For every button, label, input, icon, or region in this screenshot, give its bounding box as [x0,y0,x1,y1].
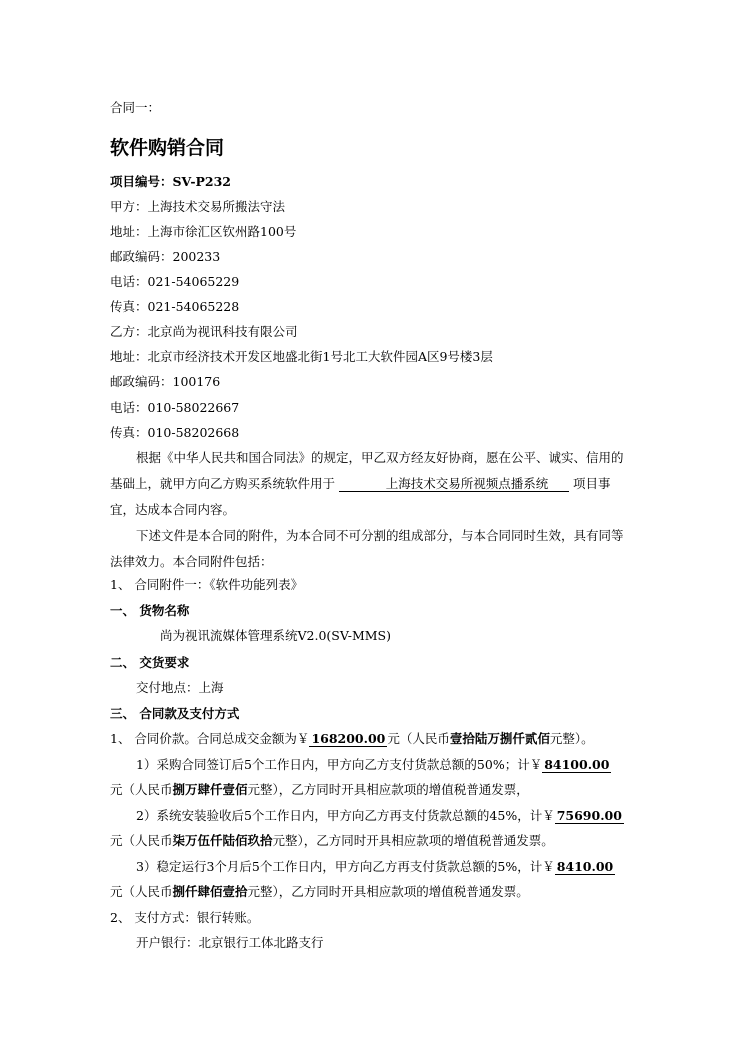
party-a-fax: 传真：021-54065228 [110,299,240,314]
party-b-phone: 电话：010-58022667 [110,400,240,415]
goods-name: 尚为视讯流媒体管理系统V2.0(SV-MMS) [160,628,391,643]
payment-3-line-2 [110,884,529,900]
section-2-heading: 二、 交货要求 [110,655,190,670]
intro-text-2: 项目事宜，达成本合同内容。 [110,476,611,517]
payment-3-amount: 8410.00 [556,859,614,874]
attachments-paragraph: 下述文件是本合同的附件，为本合同不可分割的组成部分，与本合同同时生效，具有同等法律效力。本合同附件包括： [110,528,624,569]
payment-2-text-c: 元整），乙方同时开具相应款项的增值税普通发票。 [272,833,554,848]
payment-3-text-c: 元整），乙方同时开具相应款项的增值税普通发票。 [247,884,529,899]
payment-1-text-b: 元（人民币 [110,782,173,797]
payment-2-line-2 [110,833,554,849]
payment-2-text-b: 元（人民币 [110,833,173,848]
project-name-fill: 上海技术交易所视频点播系统 [339,477,569,492]
party-a-name: 甲方：上海技术交易所搬法守法 [110,199,286,214]
delivery-location: 交付地点：上海 [136,680,224,695]
payment-1-words: 捌万肆仟壹佰 [172,782,248,797]
payment-2-words: 柒万伍仟陆佰玖拾 [172,833,273,848]
party-b-name: 乙方：北京尚为视讯科技有限公司 [110,324,298,339]
attachment-item: 1、 合同附件一：《软件功能列表》 [110,577,304,592]
payment-2-text-a: 2）系统安装验收后5个工作日内，甲方向乙方再支付货款总额的45%，计￥ [136,808,555,823]
intro-text-1: 根据《中华人民共和国合同法》的规定，甲乙双方经友好协商，愿在公平、诚实、信用的基础上，就甲方向乙方购买系统软件用于 [110,450,624,491]
price-text-c: 元整）。 [549,731,594,746]
section-1-heading: 一、 货物名称 [110,603,190,618]
payment-1-text-c: 元整），乙方同时开具相应款项的增值税普通发票， [247,782,529,797]
payment-3-text-a: 3）稳定运行3个月后5个工作日内，甲方向乙方再支付货款总额的5%，计￥ [136,859,555,874]
payment-3-line-1 [136,859,615,875]
payment-1-line-1 [136,757,611,773]
project-number: 项目编号：SV-P232 [110,174,231,189]
contract-title: 软件购销合同 [110,137,225,159]
bank-name: 开户银行：北京银行工体北路支行 [136,935,324,950]
payment-3-text-b: 元（人民币 [110,884,173,899]
party-b-postcode: 邮政编码：100176 [110,374,221,389]
contract-header-label: 合同一： [110,100,161,115]
payment-1-amount: 84100.00 [544,757,610,772]
party-a-phone: 电话：021-54065229 [110,274,240,289]
party-a-address: 地址：上海市徐汇区钦州路100号 [110,224,297,239]
section-3-heading: 三、 合同款及支付方式 [110,706,240,721]
contract-price-line [110,731,594,747]
price-amount: 168200.00 [311,731,386,746]
payment-method: 2、 支付方式：银行转账。 [110,910,260,925]
payment-1-line-2 [110,782,529,798]
price-text-a: 1、 合同价款。合同总成交金额为￥ [110,731,310,746]
payment-3-words: 捌仟肆佰壹拾 [172,884,248,899]
party-b-fax: 传真：010-58202668 [110,425,240,440]
party-b-address: 地址：北京市经济技术开发区地盛北街1号北工大软件园A区9号楼3层 [110,349,493,364]
price-words: 壹拾陆万捌仟贰佰 [449,731,550,746]
party-a-postcode: 邮政编码：200233 [110,249,221,264]
payment-1-text-a: 1）采购合同签订后5个工作日内，甲方向乙方支付货款总额的50%；计￥ [136,757,543,772]
payment-2-line-1 [136,808,624,824]
payment-2-amount: 75690.00 [556,808,622,823]
intro-paragraph [110,445,634,523]
price-text-b: 元（人民币 [387,731,450,746]
